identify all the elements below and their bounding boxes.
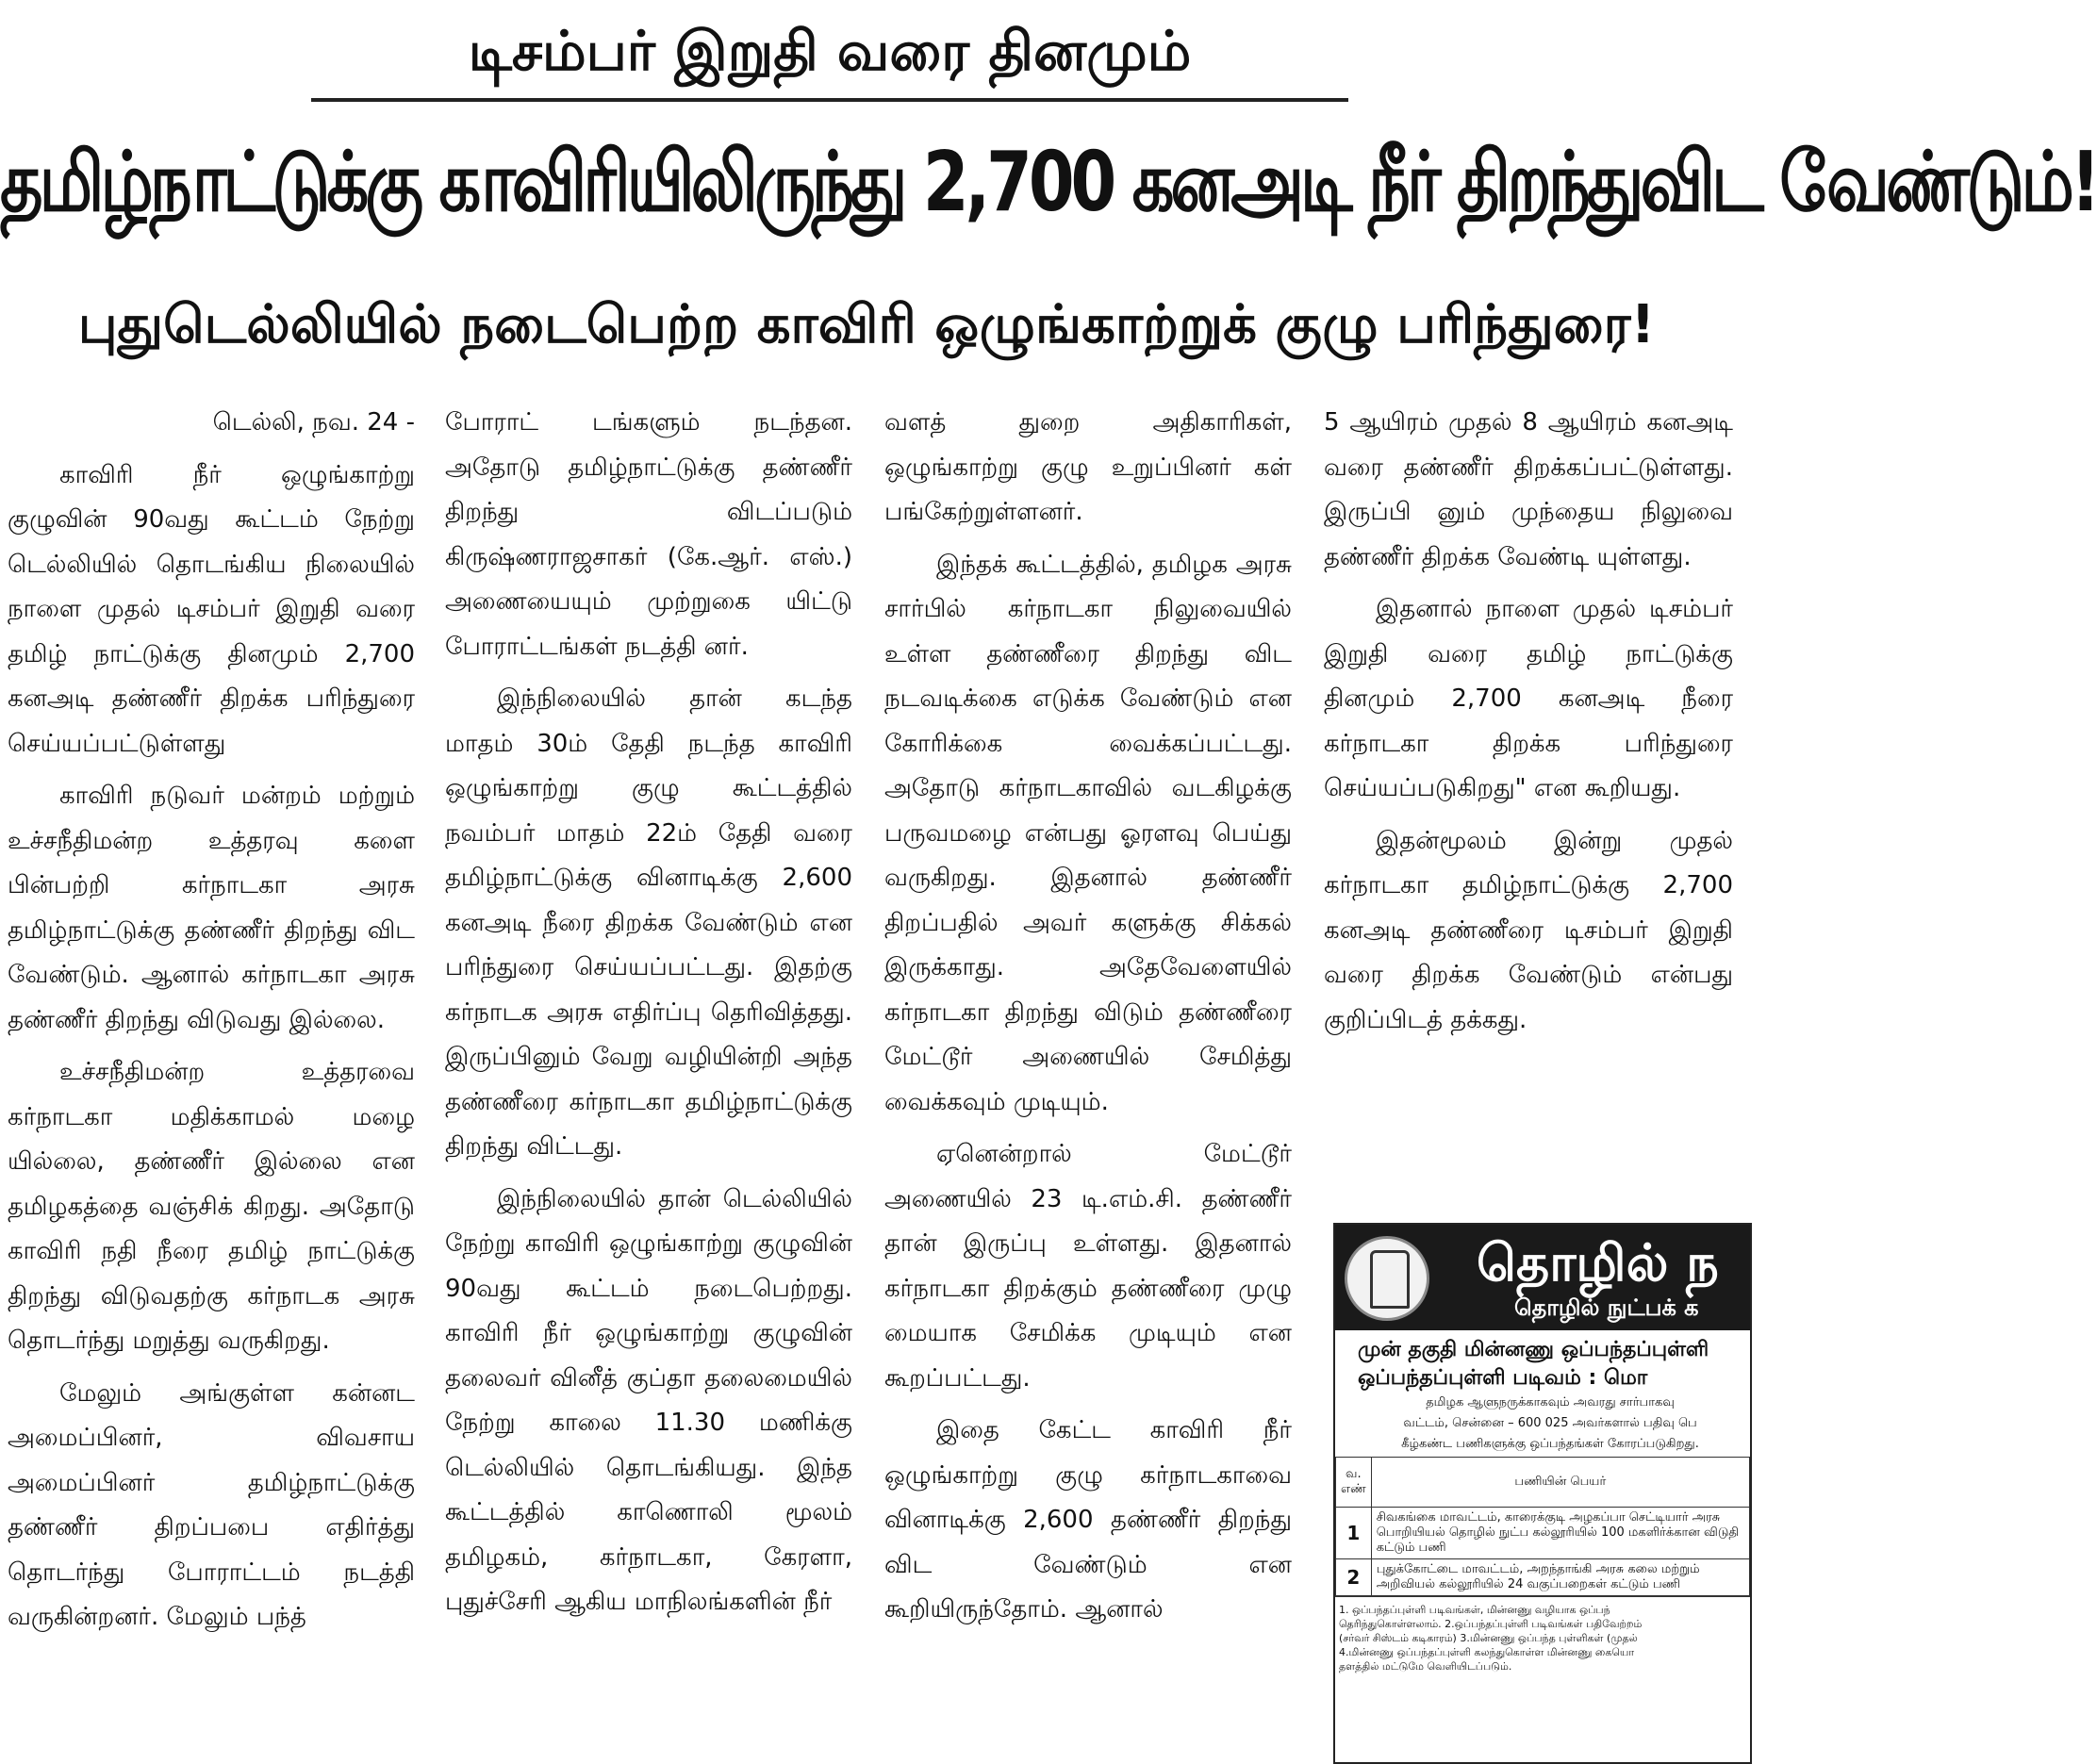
paragraph: இதன்மூலம் இன்று முதல் கர்நாடகா தமிழ்நாட்டுக்கு 2,700 கனஅடி தண்ணீரை டிசம்பர் இறுதி வரை திறக்க வேண்டும் என்பது குறிப்பிடத் தக்கது. [1324,826,1733,1034]
paragraph: காவிரி நீர் ஒழுங்காற்று குழுவின் 90வது கூட்டம் நேற்று டெல்லியில் தொடங்கிய நிலையில் நாளை முதல் டிசம்பர் இறுதி வரை தமிழ் நாட்டுக்கு தினமும் 2,700 கனஅடி தண்ணீர் திறக்க பரிந்துரை செய்யப்பட்டுள்ளது [8,460,415,758]
ad-subtitle: தொழில் நுட்பக் க [1514,1294,1699,1321]
ad-small-text: வட்டம், சென்னை – 600 025 அவர்களால் பதிவு பெ [1403,1416,1697,1430]
paragraph: இந்தக் கூட்டத்தில், தமிழக அரசு சார்பில் கர்நாடகா நிலுவையில் உள்ள தண்ணீரை திறந்து விட நடவடிக்கை எடுக்க வேண்டும் என கோரிக்கை வைக்கப்பட்டது. அதோடு கர்நாடகாவில் வடகிழக்கு பருவமழை என்பது ஓரளவு பெய்து வருகிறது. இதனால் தண்ணீர் திறப்பதில் அவர் களுக்கு சிக்கல் இருக்காது. அதேவேளையில் கர்நாடகா திறந்து விடும் தண்ணீரை மேட்டூர் அணையில் சேமித்து வைக்கவும் முடியும். [884,550,1292,1116]
ad-notes [1335,1596,1750,1679]
note-line: தெரிந்துகொள்ளலாம். 2.ஒப்பந்தப்புள்ளி படிவங்கள் பதிவேற்றம் [1339,1618,1643,1630]
serial-number: 2 [1336,1559,1372,1596]
ad-header [1335,1225,1750,1330]
paragraph: காவிரி நடுவர் மன்றம் மற்றும் உச்சநீதிமன்ற உத்தரவு களை பின்பற்றி கர்நாடகா அரசு தமிழ்நாட்டுக்கு தண்ணீர் திறந்து விட வேண்டும். ஆனால் கர்நாடகா அரசு தண்ணீர் திறந்து விடுவது இல்லை. [8,782,415,1034]
table-row [1336,1559,1750,1596]
note-line: தளத்தில் மட்டுமே வெளியிடப்படும். [1339,1660,1512,1673]
paragraph: இந்நிலையில் தான் கடந்த மாதம் 30ம் தேதி நடந்த காவிரி ஒழுங்காற்று குழு கூட்டத்தில் நவம்பர் மாதம் 22ம் தேதி வரை தமிழ்நாட்டுக்கு வினாடிக்கு 2,600 கனஅடி நீரை திறக்க வேண்டும் என பரிந்துரை செய்யப்பட்டது. இதற்கு கர்நாடக அரசு எதிர்ப்பு தெரிவித்தது. இருப்பினும் வேறு வழியின்றி அந்த தண்ணீரை கர்நாடகா தமிழ்நாட்டுக்கு திறந்து விட்டது. [445,684,852,1161]
ad-small-text: தமிழக ஆளுநருக்காகவும் அவரது சார்பாகவு [1426,1395,1675,1410]
paragraph: உச்சநீதிமன்ற உத்தரவை கர்நாடகா மதிக்காமல் மழை யில்லை, தண்ணீர் இல்லை என தமிழகத்தை வஞ்சிக் கிறது. அதோடு காவிரி நதி நீரை தமிழ் நாட்டுக்கு திறந்து விடுவதற்கு கர்நாடக அரசு தொடர்ந்து மறுத்து வருகிறது. [8,1058,415,1355]
article-column-4 [1324,401,1733,1221]
article-column-2 [445,401,852,1758]
tender-advertisement [1333,1223,1752,1764]
serial-number: 1 [1336,1508,1372,1559]
paragraph: இந்நிலையில் தான் டெல்லியில் நேற்று காவிரி ஒழுங்காற்று குழுவின் 90வது கூட்டம் நடைபெற்றது. காவிரி நீர் ஒழுங்காற்று குழுவின் தலைவர் வினீத் குப்தா தலைமையில் நேற்று காலை 11.30 மணிக்கு டெல்லியில் தொடங்கியது. இந்த கூட்டத்தில் காணொலி மூலம் தமிழகம், கர்நாடகா, கேரளா, புதுச்சேரி ஆகிய மாநிலங்களின் நீர் [445,1184,852,1616]
paragraph: இதை கேட்ட காவிரி நீர் ஒழுங்காற்று குழு கர்நாடகாவை வினாடிக்கு 2,600 தண்ணீர் திறந்து விட வேண்டும் என கூறியிருந்தோம். ஆனால் [884,1416,1292,1624]
table-row [1336,1508,1750,1559]
paragraph: இதனால் நாளை முதல் டிசம்பர் இறுதி வரை தமிழ் நாட்டுக்கு தினமும் 2,700 கனஅடி நீரை கர்நாடகா திறக்க பரிந்துரை செய்யப்படுகிறது" என கூறியது. [1324,595,1733,802]
work-description: புதுக்கோட்டை மாவட்டம், அறந்தாங்கி அரசு கலை மற்றும் அறிவியல் கல்லூரியில் 24 வகுப்பறைகள் கட்டும் பணி [1371,1559,1749,1596]
column-header: பணியின் பெயர் [1371,1458,1749,1508]
note-line: (சர்வர் சிஸ்டம் கடிகாரம்) 3.மின்னணு ஒப்பந்த புள்ளிகள் (முதல் [1339,1632,1638,1644]
ad-small-text: கீழ்கண்ட பணிகளுக்கு ஒப்பந்தங்கள் கோரப்படுகிறது. [1401,1437,1699,1451]
government-emblem-icon [1345,1236,1429,1321]
ad-title: தொழில் ந [1477,1233,1719,1293]
kicker-heading: டிசம்பர் இறுதி வரை தினமும் [311,8,1348,102]
ad-line-1: முன் தகுதி மின்னணு ஒப்பந்தப்புள்ளி [1358,1338,1709,1361]
paragraph: ஏனென்றால் மேட்டூர் அணையில் 23 டி.எம்.சி. தண்ணீர் தான் இருப்பு உள்ளது. இதனால் கர்நாடகா திறக்கும் தண்ணீரை முழு மையாக சேமிக்க முடியும் என கூறப்பட்டது. [884,1140,1292,1393]
article-column-1 [8,401,415,1758]
paragraph: போராட் டங்களும் நடந்தன. அதோடு தமிழ்நாட்டுக்கு தண்ணீர் திறந்து விடப்படும் கிருஷ்ணராஜசாகர் (கே.ஆர். எஸ்.) அணையையும் முற்றுகை யிட்டு போராட்டங்கள் நடத்தி னர். [445,408,852,661]
paragraph: மேலும் அங்குள்ள கன்னட அமைப்பினர், விவசாய அமைப்பினர் தமிழ்நாட்டுக்கு தண்ணீர் திறப்பபை எதிர்த்து தொடர்ந்து போராட்டம் நடத்தி வருகின்றனர். மேலும் பந்த் [8,1378,415,1631]
work-description: சிவகங்கை மாவட்டம், காரைக்குடி அழகப்பா செட்டியார் அரசு பொறியியல் தொழில் நுட்ப கல்லூரியில் 100 மகளிர்க்கான விடுதி கட்டும் பணி [1371,1508,1749,1559]
main-headline: தமிழ்நாட்டுக்கு காவிரியிலிருந்து 2,700 கனஅடி நீர் திறந்துவிட வேண்டும்! [0,133,2097,231]
table-header-row [1336,1458,1750,1508]
note-line: 4.மின்னணு ஒப்பந்தப்புள்ளி கலந்துகொள்ள மின்னணு கையொ [1339,1646,1635,1658]
works-table [1335,1457,1750,1596]
paragraph: வளத் துறை அதிகாரிகள், ஒழுங்காற்று குழு உறுப்பினர் கள் பங்கேற்றுள்ளனர். [884,408,1292,526]
sub-headline: புதுடெல்லியில் நடைபெற்ற காவிரி ஒழுங்காற்றுக் குழு பரிந்துரை! [77,294,1656,355]
note-line: 1. ஒப்பந்தப்புள்ளி படிவங்கள், மின்னணு வழியாக ஒப்பந் [1339,1604,1610,1616]
article-column-3 [884,401,1292,1758]
ad-line-2: ஒப்பந்தப்புள்ளி படிவம் : மொ [1358,1366,1648,1390]
paragraph: 5 ஆயிரம் முதல் 8 ஆயிரம் கனஅடி வரை தண்ணீர் திறக்கப்பட்டுள்ளது. இருப்பி னும் முந்தைய நிலுவை தண்ணீர் திறக்க வேண்டி யுள்ளது. [1324,408,1733,571]
dateline: டெல்லி, நவ. 24 - [212,408,415,437]
column-header: வ. எண் [1336,1458,1372,1508]
